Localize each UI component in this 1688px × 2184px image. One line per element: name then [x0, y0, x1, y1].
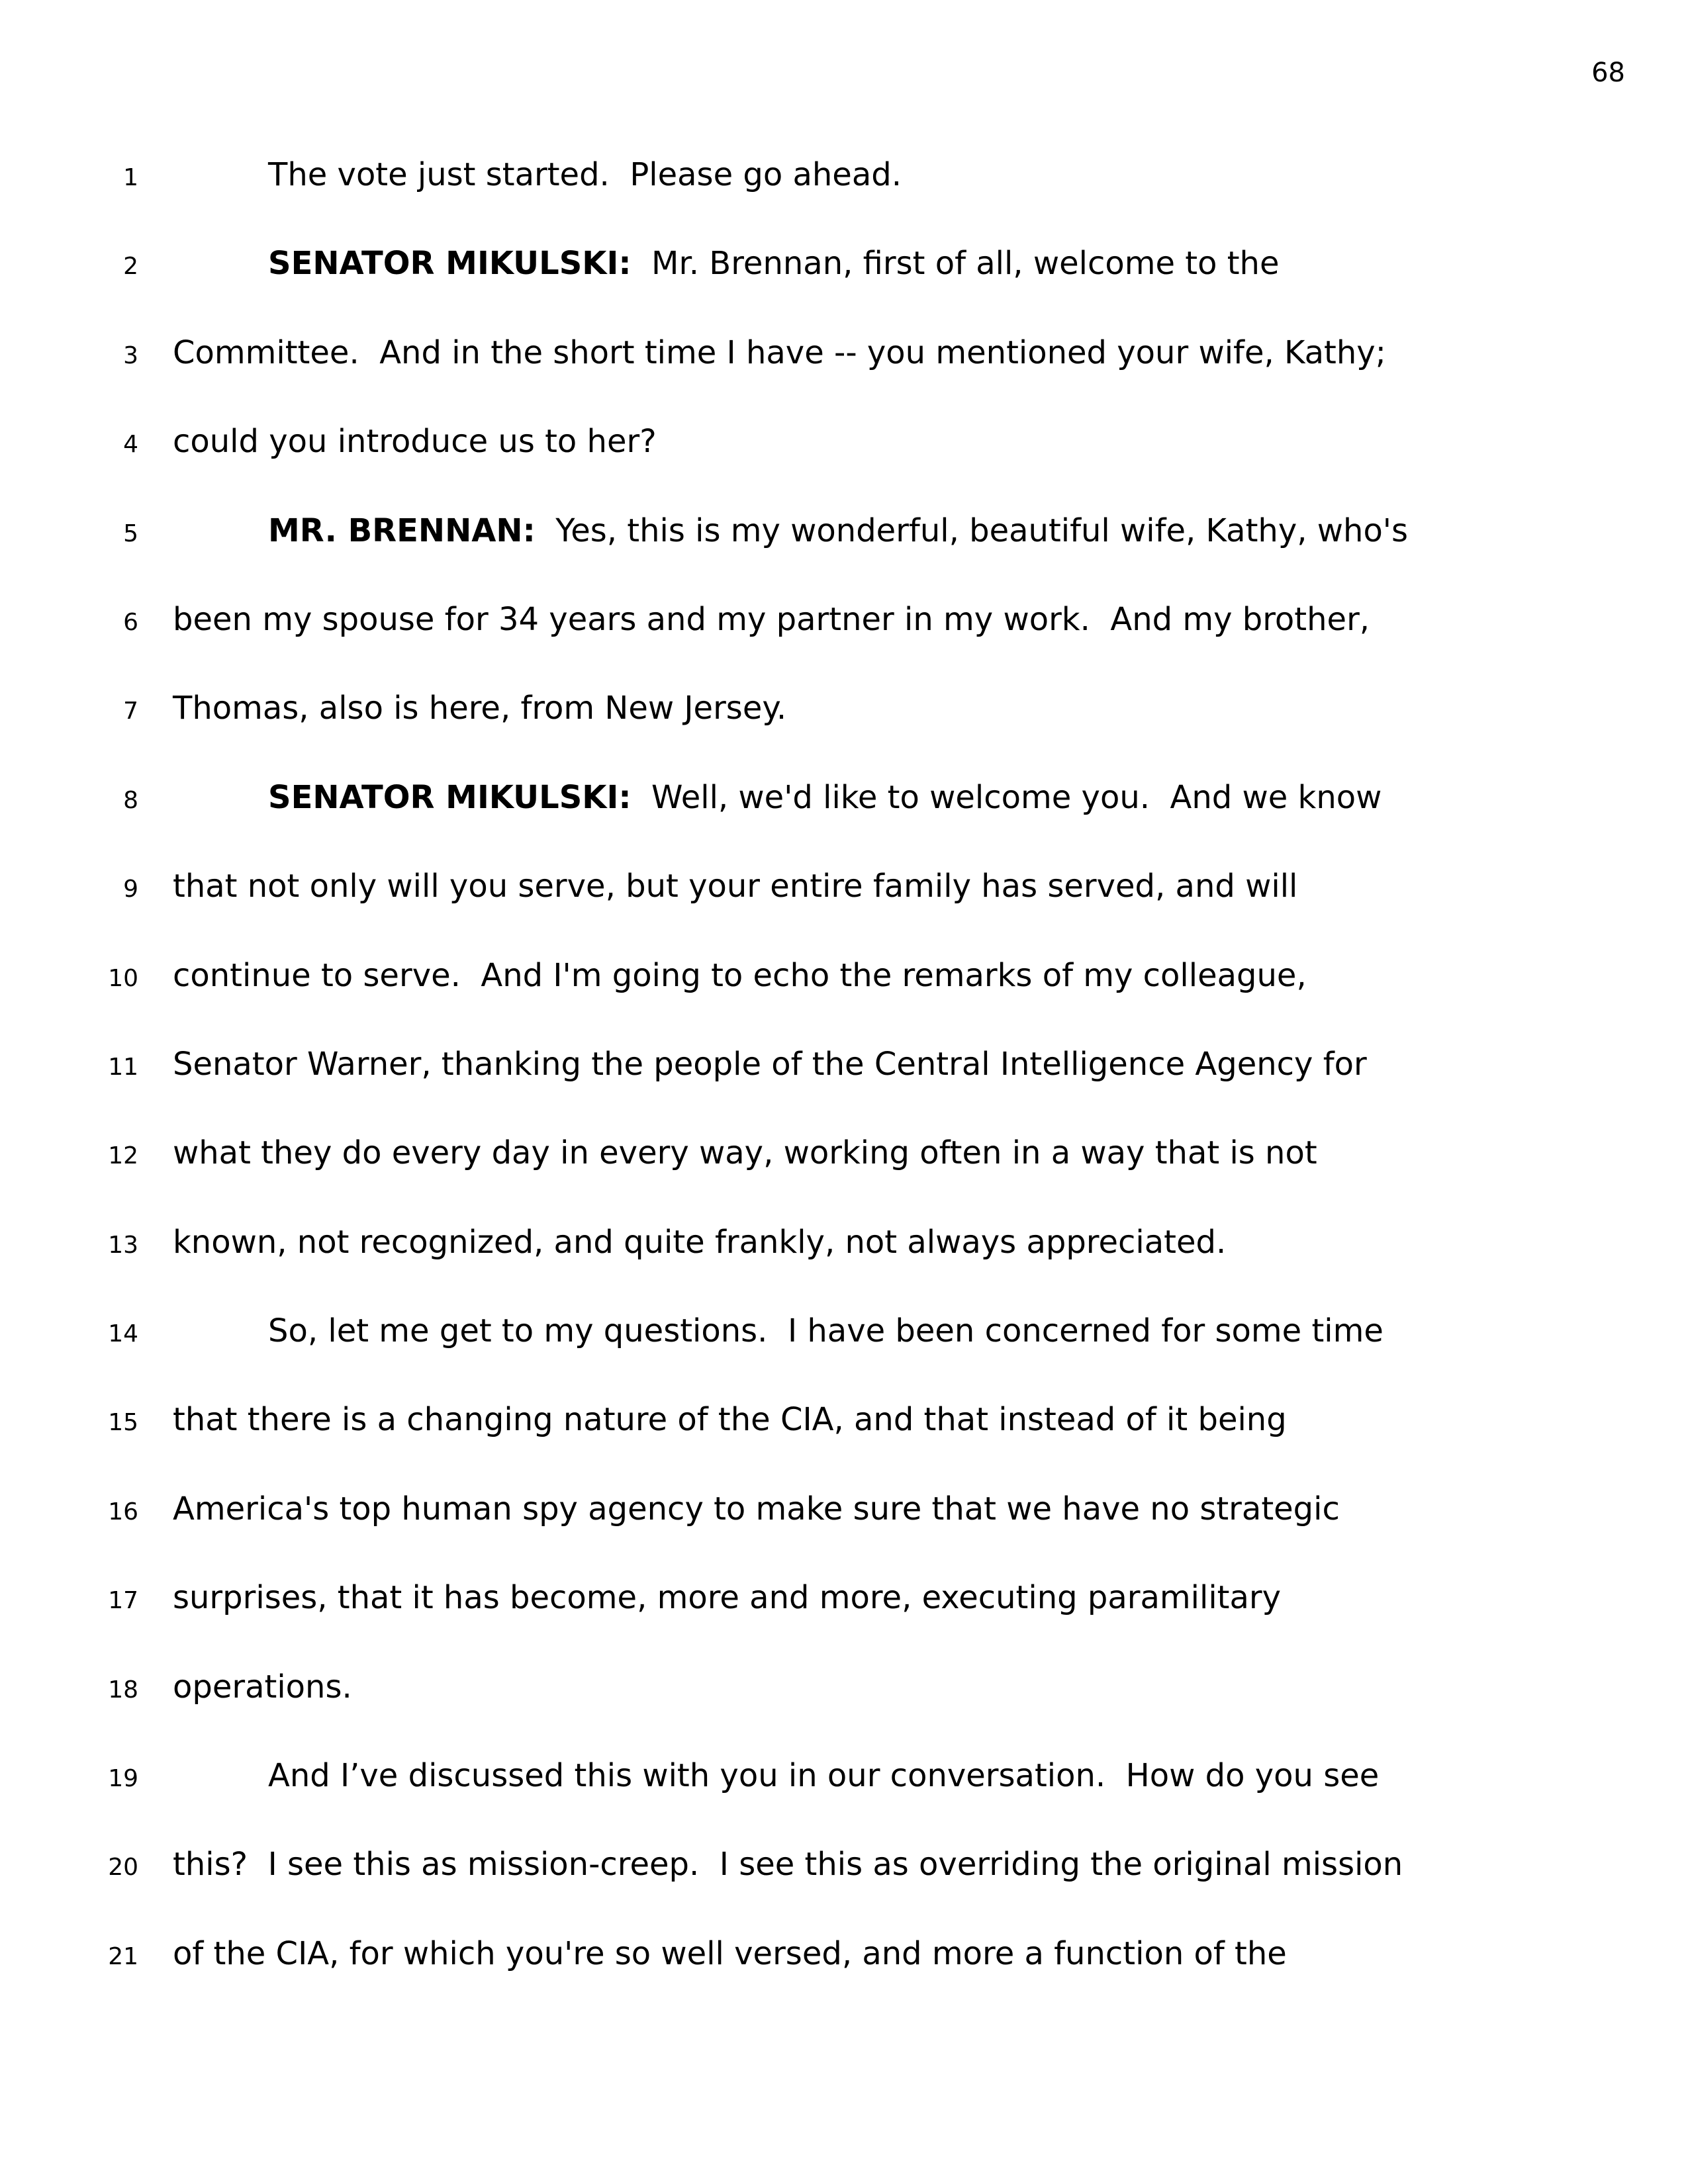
- line-text: [173, 601, 1370, 638]
- transcript-line: [0, 690, 1688, 778]
- line-number: 5: [123, 520, 138, 547]
- line-text: [268, 512, 1408, 549]
- transcript-line: [0, 156, 1688, 245]
- line-text-content: continue to serve. And I'm going to echo the remarks of my colleague,: [173, 956, 1307, 994]
- line-text: [173, 1935, 1287, 1972]
- line-text: [173, 1401, 1287, 1438]
- line-text-content: Yes, this is my wonderful, beautiful wife, Kathy, who's: [535, 512, 1409, 549]
- line-text: [268, 1757, 1379, 1794]
- speaker-name: MR. BRENNAN:: [268, 512, 536, 549]
- line-text-content: this? I see this as mission-creep. I see this as overriding the original mission: [173, 1846, 1403, 1884]
- transcript-line: [0, 1846, 1688, 1934]
- line-text-content: The vote just started. Please go ahead.: [268, 156, 902, 193]
- line-number: 10: [108, 964, 138, 992]
- line-number: 11: [108, 1053, 138, 1081]
- transcript-line: [0, 1935, 1688, 2024]
- line-number: 14: [108, 1320, 138, 1348]
- transcript-line: [0, 601, 1688, 690]
- line-number: 6: [123, 608, 138, 636]
- line-text-content: So, let me get to my questions. I have been concerned for some time: [268, 1312, 1383, 1350]
- line-number: 8: [123, 786, 138, 814]
- transcript-line: [0, 423, 1688, 512]
- speaker-name: SENATOR MIKULSKI:: [268, 778, 632, 816]
- line-text-content: what they do every day in every way, working often in a way that is not: [173, 1134, 1317, 1172]
- transcript-line: [0, 1046, 1688, 1134]
- line-text: [173, 690, 786, 727]
- line-number: 13: [108, 1231, 138, 1259]
- transcript-line: [0, 245, 1688, 334]
- line-text-content: that not only will you serve, but your entire family has served, and will: [173, 868, 1298, 905]
- line-text-content: known, not recognized, and quite frankly, not always appreciated.: [173, 1223, 1227, 1261]
- line-text: [173, 334, 1386, 371]
- line-number: 3: [123, 341, 138, 369]
- line-text-content: Committee. And in the short time I have -- you mentioned your wife, Kathy;: [173, 334, 1386, 371]
- transcript-line: [0, 334, 1688, 423]
- line-number: 7: [123, 698, 138, 725]
- line-number: 4: [123, 431, 138, 459]
- line-text: [173, 1046, 1367, 1083]
- transcript-line: [0, 779, 1688, 868]
- line-text-content: operations.: [173, 1668, 352, 1706]
- speaker-name: SENATOR MIKULSKI:: [268, 245, 632, 283]
- line-text-content: And I’ve discussed this with you in our conversation. How do you see: [268, 1757, 1380, 1795]
- line-number: 12: [108, 1142, 138, 1170]
- line-text-content: that there is a changing nature of the CIA, and that instead of it being: [173, 1401, 1287, 1439]
- line-text: [268, 779, 1382, 816]
- transcript-line: [0, 1224, 1688, 1312]
- line-text: [173, 1490, 1340, 1527]
- line-number: 20: [108, 1854, 138, 1882]
- line-text-content: could you introduce us to her?: [173, 423, 657, 461]
- line-text: [173, 957, 1307, 994]
- line-text-content: of the CIA, for which you're so well versed, and more a function of the: [173, 1934, 1287, 1972]
- transcript-line: [0, 1757, 1688, 1846]
- transcript-line: [0, 1490, 1688, 1579]
- line-text-content: Senator Warner, thanking the people of the Central Intelligence Agency for: [173, 1045, 1367, 1083]
- line-text-content: Well, we'd like to welcome you. And we know: [631, 778, 1382, 816]
- line-text: [173, 1224, 1226, 1261]
- line-number: 16: [108, 1498, 138, 1525]
- line-text: [268, 156, 902, 193]
- line-text-content: America's top human spy agency to make sure that we have no strategic: [173, 1490, 1340, 1527]
- transcript-line: [0, 1134, 1688, 1223]
- line-number: 17: [108, 1587, 138, 1615]
- line-text: [173, 1134, 1317, 1171]
- transcript-line: [0, 1401, 1688, 1490]
- line-number: 9: [123, 876, 138, 903]
- transcript-line: [0, 1312, 1688, 1401]
- page-number: 68: [1591, 58, 1625, 88]
- transcript-line: [0, 957, 1688, 1046]
- line-text: [173, 868, 1297, 905]
- line-number: 21: [108, 1942, 138, 1970]
- transcript-line: [0, 512, 1688, 601]
- line-text: [173, 1846, 1403, 1883]
- line-text-content: Thomas, also is here, from New Jersey.: [173, 690, 787, 727]
- line-text-content: surprises, that it has become, more and more, executing paramilitary: [173, 1579, 1282, 1617]
- line-number: 18: [108, 1676, 138, 1704]
- line-number: 19: [108, 1765, 138, 1793]
- transcript-line: [0, 868, 1688, 956]
- line-text: [173, 1668, 352, 1706]
- transcript-line: [0, 1668, 1688, 1757]
- line-text: [268, 245, 1279, 282]
- transcript-lines: [0, 156, 1688, 2024]
- line-number: 2: [123, 253, 138, 281]
- line-number: 15: [108, 1409, 138, 1437]
- line-number: 1: [123, 164, 138, 191]
- line-text-content: been my spouse for 34 years and my partner in my work. And my brother,: [173, 600, 1370, 638]
- line-text: [173, 1579, 1281, 1616]
- line-text: [173, 423, 657, 460]
- line-text-content: Mr. Brennan, first of all, welcome to the: [631, 245, 1280, 283]
- transcript-line: [0, 1579, 1688, 1668]
- line-text: [268, 1312, 1383, 1349]
